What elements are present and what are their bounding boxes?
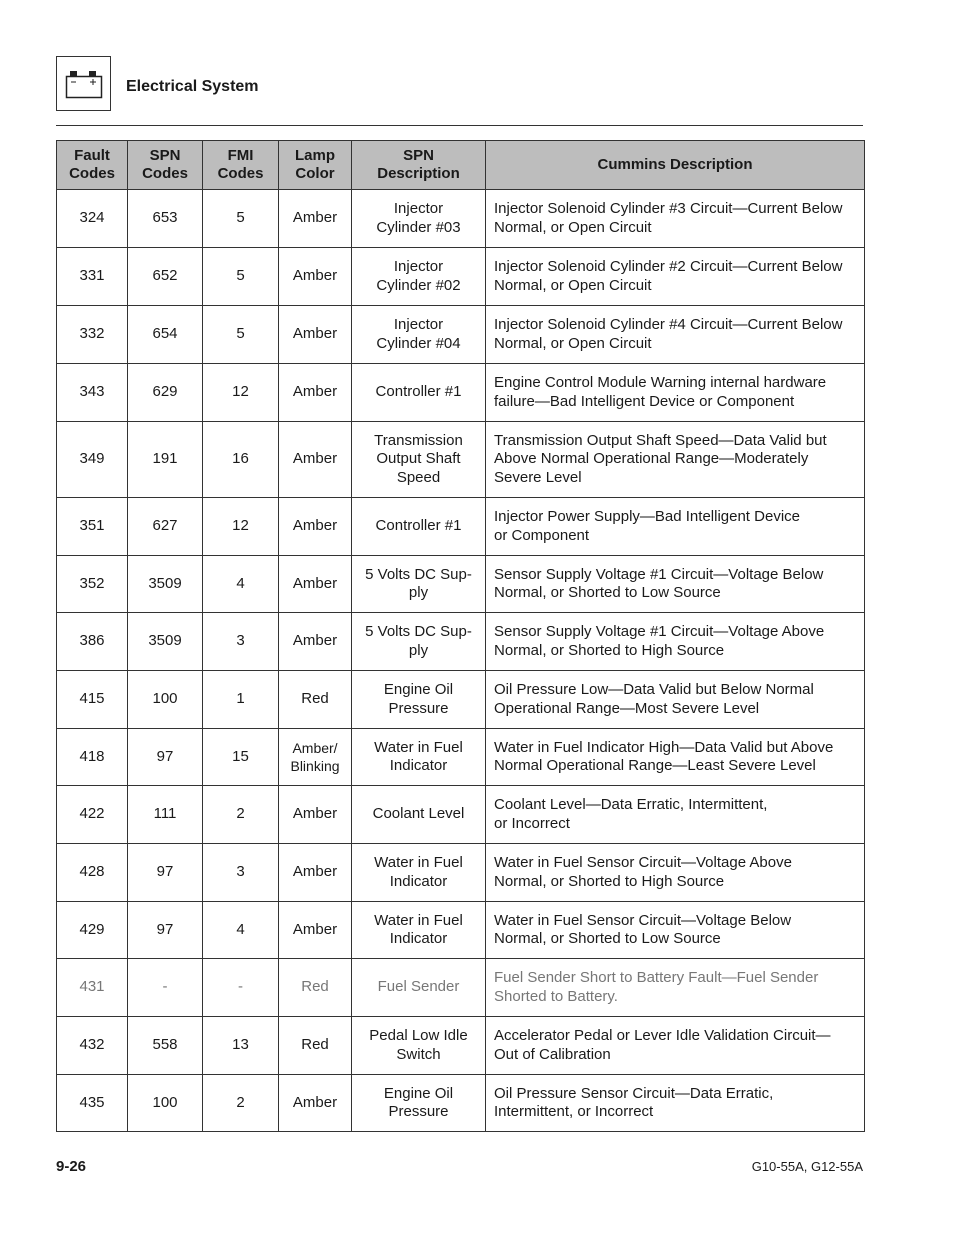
table-row	[57, 306, 865, 364]
fmi-code-cell: -	[203, 959, 279, 1017]
fault-code-cell: 386	[57, 613, 128, 671]
cummins-description-cell: Transmission Output Shaft Speed—Data Valid but Above Normal Operational Range—Moderately Severe Level	[486, 422, 865, 498]
header-divider	[56, 125, 863, 126]
column-header-fmi-codes: FMI Codes	[203, 141, 279, 190]
fault-code-cell: 349	[57, 422, 128, 498]
spn-code-cell: 653	[128, 190, 203, 248]
spn-description-cell: Injector Cylinder #03	[352, 190, 486, 248]
battery-icon	[65, 69, 103, 99]
cummins-description-cell: Oil Pressure Low—Data Valid but Below Normal Operational Range—Most Severe Level	[486, 671, 865, 729]
lamp-color-cell: Red	[279, 959, 352, 1017]
page-number: 9-26	[56, 1158, 87, 1175]
spn-code-cell: 654	[128, 306, 203, 364]
fmi-code-cell: 2	[203, 786, 279, 844]
lamp-color-cell: Amber	[279, 556, 352, 613]
table-row	[57, 498, 865, 556]
spn-code-cell: 97	[128, 729, 203, 786]
cummins-description-cell: Water in Fuel Sensor Circuit—Voltage Below Normal, or Shorted to Low Source	[486, 902, 865, 959]
fmi-code-cell: 5	[203, 248, 279, 306]
cummins-description-cell: Injector Solenoid Cylinder #4 Circuit—Current Below Normal, or Open Circuit	[486, 306, 865, 364]
table-row	[57, 786, 865, 844]
spn-description-cell: Controller #1	[352, 498, 486, 556]
table-row	[57, 422, 865, 498]
fmi-code-cell: 2	[203, 1075, 279, 1132]
fmi-code-cell: 13	[203, 1017, 279, 1075]
fmi-code-cell: 4	[203, 902, 279, 959]
spn-description-cell: Water in Fuel Indicator	[352, 902, 486, 959]
lamp-color-cell: Amber	[279, 844, 352, 902]
cummins-description-cell: Coolant Level—Data Erratic, Intermittent, or Incorrect	[486, 786, 865, 844]
spn-description-cell: Controller #1	[352, 364, 486, 422]
spn-code-cell: 111	[128, 786, 203, 844]
lamp-color-cell: Amber	[279, 498, 352, 556]
model-reference: G10-55A, G12-55A	[751, 1159, 863, 1174]
table-row	[57, 190, 865, 248]
fault-code-table	[56, 140, 865, 1132]
fault-code-cell: 351	[57, 498, 128, 556]
lamp-color-cell: Amber	[279, 248, 352, 306]
spn-description-cell: Fuel Sender	[352, 959, 486, 1017]
spn-description-cell: Injector Cylinder #02	[352, 248, 486, 306]
spn-description-cell: Engine Oil Pressure	[352, 671, 486, 729]
lamp-color-cell: Red	[279, 1017, 352, 1075]
column-header-spn-description: SPN Description	[352, 141, 486, 190]
fault-code-cell: 331	[57, 248, 128, 306]
fmi-code-cell: 12	[203, 364, 279, 422]
fault-code-cell: 418	[57, 729, 128, 786]
fmi-code-cell: 5	[203, 306, 279, 364]
spn-description-cell: Water in Fuel Indicator	[352, 844, 486, 902]
table-row	[57, 729, 865, 786]
table-row	[57, 248, 865, 306]
lamp-color-cell: Amber	[279, 786, 352, 844]
spn-description-cell: 5 Volts DC Sup- ply	[352, 613, 486, 671]
cummins-description-cell: Oil Pressure Sensor Circuit—Data Erratic, Intermittent, or Incorrect	[486, 1075, 865, 1132]
fmi-code-cell: 12	[203, 498, 279, 556]
fault-code-cell: 428	[57, 844, 128, 902]
spn-code-cell: 100	[128, 1075, 203, 1132]
fault-code-cell: 422	[57, 786, 128, 844]
spn-code-cell: 100	[128, 671, 203, 729]
spn-code-cell: 627	[128, 498, 203, 556]
lamp-color-cell: Amber	[279, 306, 352, 364]
cummins-description-cell: Water in Fuel Indicator High—Data Valid but Above Normal Operational Range—Least Severe Level	[486, 729, 865, 786]
battery-icon-box	[56, 56, 111, 111]
fmi-code-cell: 3	[203, 613, 279, 671]
fault-code-cell: 431	[57, 959, 128, 1017]
spn-code-cell: 629	[128, 364, 203, 422]
spn-description-cell: Coolant Level	[352, 786, 486, 844]
fault-code-cell: 332	[57, 306, 128, 364]
lamp-color-cell: Amber	[279, 190, 352, 248]
spn-code-cell: -	[128, 959, 203, 1017]
cummins-description-cell: Sensor Supply Voltage #1 Circuit—Voltage Below Normal, or Shorted to Low Source	[486, 556, 865, 613]
fmi-code-cell: 3	[203, 844, 279, 902]
cummins-description-cell: Water in Fuel Sensor Circuit—Voltage Above Normal, or Shorted to High Source	[486, 844, 865, 902]
spn-description-cell: Pedal Low Idle Switch	[352, 1017, 486, 1075]
table-row	[57, 1075, 865, 1132]
spn-code-cell: 3509	[128, 556, 203, 613]
spn-code-cell: 652	[128, 248, 203, 306]
table-row	[57, 902, 865, 959]
lamp-color-cell: Amber	[279, 422, 352, 498]
spn-description-cell: 5 Volts DC Sup- ply	[352, 556, 486, 613]
table-row	[57, 1017, 865, 1075]
fmi-code-cell: 1	[203, 671, 279, 729]
table-row	[57, 556, 865, 613]
spn-code-cell: 97	[128, 902, 203, 959]
fmi-code-cell: 5	[203, 190, 279, 248]
spn-description-cell: Engine Oil Pressure	[352, 1075, 486, 1132]
lamp-color-cell: Amber/ Blinking	[279, 729, 352, 786]
fmi-code-cell: 15	[203, 729, 279, 786]
lamp-color-cell: Red	[279, 671, 352, 729]
lamp-color-cell: Amber	[279, 613, 352, 671]
table-row	[57, 613, 865, 671]
fault-code-cell: 352	[57, 556, 128, 613]
table-header-row	[57, 141, 865, 190]
lamp-color-cell: Amber	[279, 364, 352, 422]
cummins-description-cell: Sensor Supply Voltage #1 Circuit—Voltage Above Normal, or Shorted to High Source	[486, 613, 865, 671]
spn-code-cell: 191	[128, 422, 203, 498]
spn-code-cell: 558	[128, 1017, 203, 1075]
fmi-code-cell: 4	[203, 556, 279, 613]
spn-description-cell: Transmission Output Shaft Speed	[352, 422, 486, 498]
spn-code-cell: 97	[128, 844, 203, 902]
column-header-cummins-description: Cummins Description	[486, 141, 865, 190]
spn-code-cell: 3509	[128, 613, 203, 671]
fault-code-cell: 343	[57, 364, 128, 422]
column-header-spn-codes: SPN Codes	[128, 141, 203, 190]
fault-code-cell: 324	[57, 190, 128, 248]
lamp-color-cell: Amber	[279, 902, 352, 959]
fault-code-cell: 435	[57, 1075, 128, 1132]
cummins-description-cell: Fuel Sender Short to Battery Fault—Fuel Sender Shorted to Battery.	[486, 959, 865, 1017]
fault-code-cell: 432	[57, 1017, 128, 1075]
cummins-description-cell: Accelerator Pedal or Lever Idle Validation Circuit— Out of Calibration	[486, 1017, 865, 1075]
lamp-color-cell: Amber	[279, 1075, 352, 1132]
table-row	[57, 671, 865, 729]
table-body	[57, 190, 865, 1132]
cummins-description-cell: Injector Power Supply—Bad Intelligent Device or Component	[486, 498, 865, 556]
section-title: Electrical System	[126, 78, 259, 95]
spn-description-cell: Water in Fuel Indicator	[352, 729, 486, 786]
cummins-description-cell: Injector Solenoid Cylinder #2 Circuit—Current Below Normal, or Open Circuit	[486, 248, 865, 306]
table-row	[57, 959, 865, 1017]
fmi-code-cell: 16	[203, 422, 279, 498]
fault-code-cell: 415	[57, 671, 128, 729]
cummins-description-cell: Injector Solenoid Cylinder #3 Circuit—Current Below Normal, or Open Circuit	[486, 190, 865, 248]
column-header-fault-codes: Fault Codes	[57, 141, 128, 190]
cummins-description-cell: Engine Control Module Warning internal hardware failure—Bad Intelligent Device or Component	[486, 364, 865, 422]
fault-code-cell: 429	[57, 902, 128, 959]
spn-description-cell: Injector Cylinder #04	[352, 306, 486, 364]
table-row	[57, 364, 865, 422]
column-header-lamp-color: Lamp Color	[279, 141, 352, 190]
table-row	[57, 844, 865, 902]
